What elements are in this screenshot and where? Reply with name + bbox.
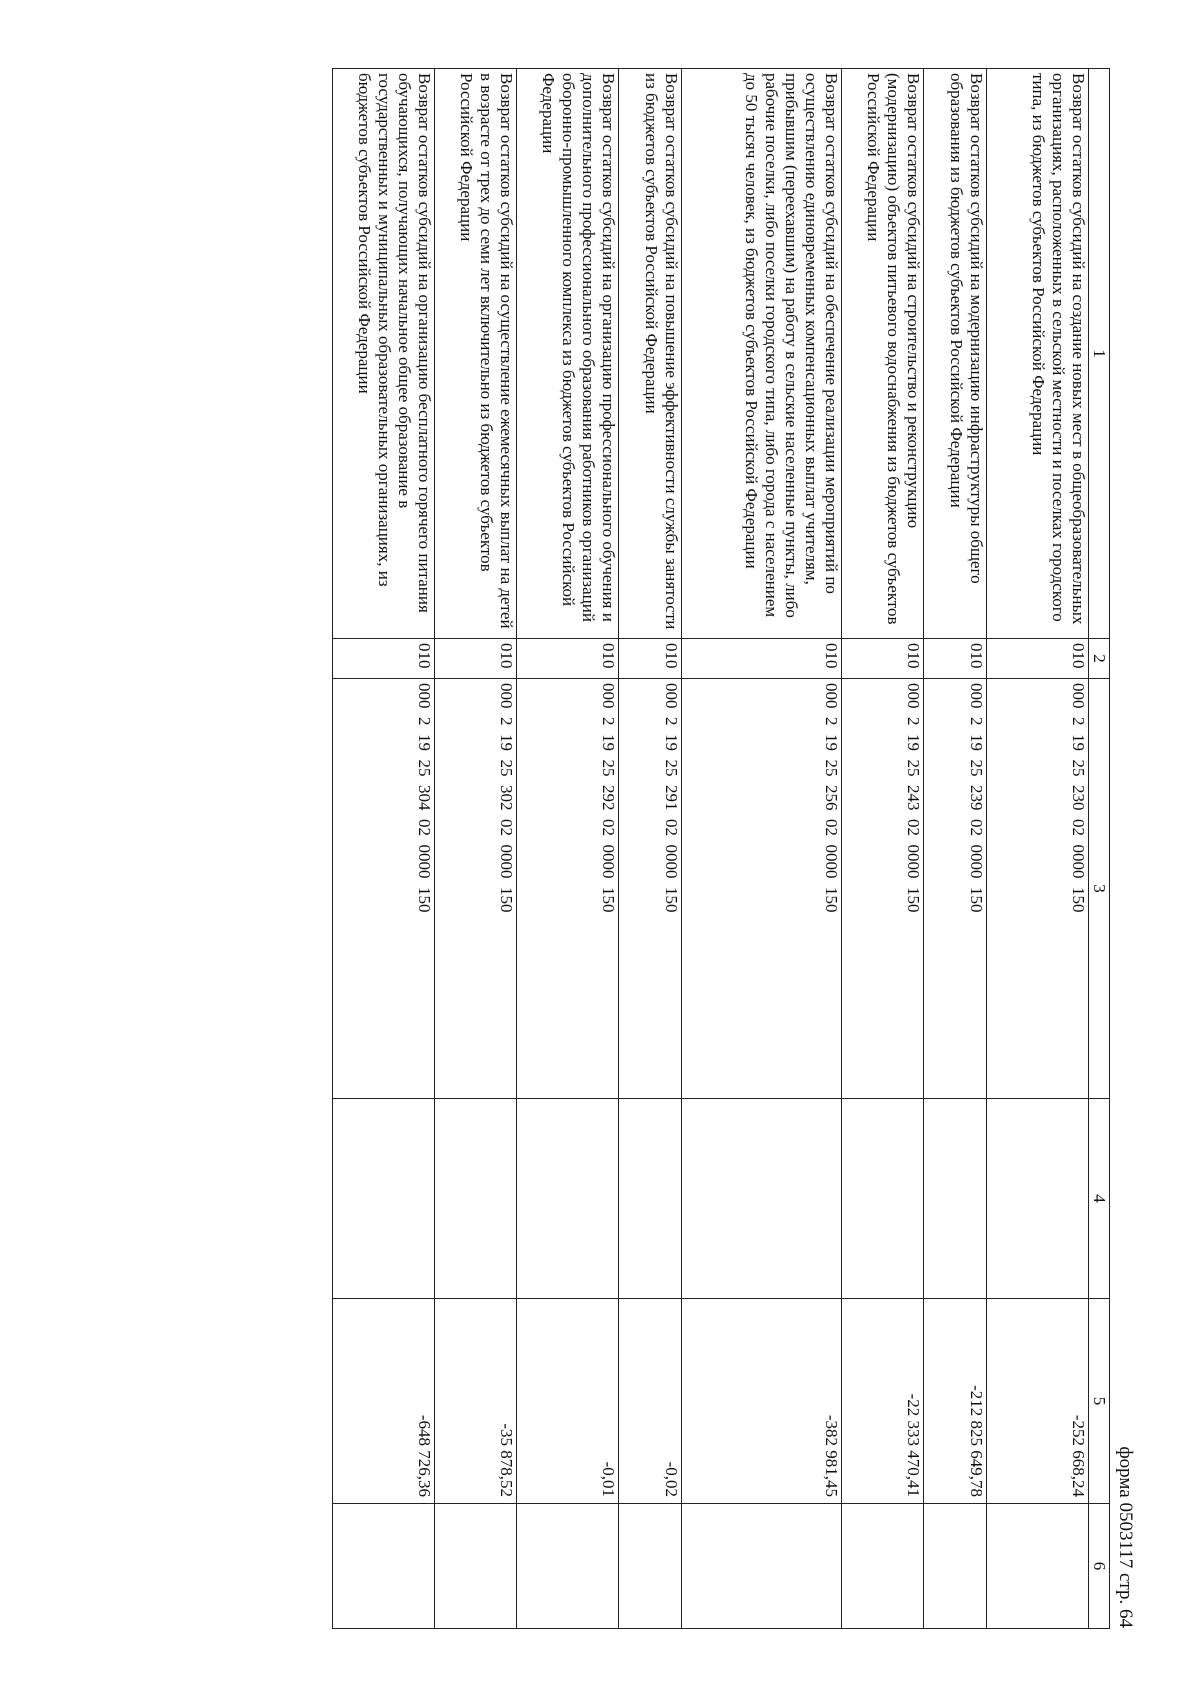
header-cell-6: 6 xyxy=(1089,1504,1110,1629)
row-name: Возврат остатков субсидий на создание новых мест в общеобразовательных организациях, расположенных в сельской местности и поселках городского типа, из бюджетов субъектов Российской Федерации xyxy=(987,69,1089,639)
row-col6-value xyxy=(333,1504,435,1629)
row-col5-value: -35 878,52 xyxy=(435,1299,517,1504)
row-name: Возврат остатков субсидий на повышение эффективности службы занятости из бюджетов субъектов Российской Федерации xyxy=(619,69,682,639)
row-line-code: 010 xyxy=(987,639,1089,679)
table-row xyxy=(924,69,987,1629)
row-line-code: 010 xyxy=(924,639,987,679)
table-row xyxy=(333,69,435,1629)
row-col6-value xyxy=(924,1504,987,1629)
row-col4-value xyxy=(517,1099,619,1299)
table-row xyxy=(842,69,924,1629)
row-col4-value xyxy=(842,1099,924,1299)
row-budget-code: 000 2 19 25 291 02 0000 150 xyxy=(619,679,682,1099)
row-col5-value: -22 333 470,41 xyxy=(842,1299,924,1504)
row-name: Возврат остатков субсидий на обеспечение реализации мероприятий по осуществлению единовременных компенсационных выплат учителям, прибывшим (переехавшим) на работу в сельские населенные пункты, либо рабочие поселки, либо поселки городского типа, либо города с населением до 50 тысяч человек, из бюджетов субъектов Российской Федерации xyxy=(682,69,842,639)
row-col6-value xyxy=(619,1504,682,1629)
row-col5-value: -212 825 649,78 xyxy=(924,1299,987,1504)
row-col4-value xyxy=(333,1099,435,1299)
row-budget-code: 000 2 19 25 292 02 0000 150 xyxy=(517,679,619,1099)
form-label: форма 0503117 стр. 64 xyxy=(1115,1446,1136,1628)
row-name: Возврат остатков субсидий на организацию профессионального обучения и дополнительного профессионального образования работников организаций оборонно-промышленного комплекса из бюджетов субъектов Российской Федерации xyxy=(517,69,619,639)
row-line-code: 010 xyxy=(682,639,842,679)
row-line-code: 010 xyxy=(517,639,619,679)
row-line-code: 010 xyxy=(435,639,517,679)
row-col6-value xyxy=(517,1504,619,1629)
row-budget-code: 000 2 19 25 304 02 0000 150 xyxy=(333,679,435,1099)
row-col4-value xyxy=(619,1099,682,1299)
table-row xyxy=(682,69,842,1629)
row-col5-value: -0,02 xyxy=(619,1299,682,1504)
rotated-page xyxy=(82,68,1140,1628)
row-line-code: 010 xyxy=(842,639,924,679)
row-name: Возврат остатков субсидий на модернизацию инфраструктуры общего образования из бюджетов субъектов Российской Федерации xyxy=(924,69,987,639)
row-col6-value xyxy=(842,1504,924,1629)
row-name: Возврат остатков субсидий на строительство и реконструкцию (модернизацию) объектов питьевого водоснабжения из бюджетов субъектов Российской Федерации xyxy=(842,69,924,639)
report-table xyxy=(332,68,1110,1629)
row-col5-value: -0,01 xyxy=(517,1299,619,1504)
row-name: Возврат остатков субсидий на организацию бесплатного горячего питания обучающихся, получающих начальное общее образование в государственных и муниципальных образовательных организациях, из бюджетов субъектов Российской Федерации xyxy=(333,69,435,639)
row-line-code: 010 xyxy=(619,639,682,679)
header-cell-3: 3 xyxy=(1089,679,1110,1099)
header-row xyxy=(1089,69,1110,1629)
row-budget-code: 000 2 19 25 230 02 0000 150 xyxy=(987,679,1089,1099)
row-col5-value: -382 981,45 xyxy=(682,1299,842,1504)
row-budget-code: 000 2 19 25 302 02 0000 150 xyxy=(435,679,517,1099)
table-row xyxy=(987,69,1089,1629)
header-cell-1: 1 xyxy=(1089,69,1110,639)
table-row xyxy=(435,69,517,1629)
table-row xyxy=(517,69,619,1629)
row-budget-code: 000 2 19 25 243 02 0000 150 xyxy=(842,679,924,1099)
row-col6-value xyxy=(435,1504,517,1629)
header-cell-5: 5 xyxy=(1089,1299,1110,1504)
row-col4-value xyxy=(435,1099,517,1299)
row-line-code: 010 xyxy=(333,639,435,679)
row-col4-value xyxy=(987,1099,1089,1299)
header-cell-2: 2 xyxy=(1089,639,1110,679)
row-col4-value xyxy=(682,1099,842,1299)
header-cell-4: 4 xyxy=(1089,1099,1110,1299)
table-row xyxy=(619,69,682,1629)
row-name: Возврат остатков субсидий на осуществление ежемесячных выплат на детей в возрасте от трех до семи лет включительно из бюджетов субъектов Российской Федерации xyxy=(435,69,517,639)
row-col6-value xyxy=(987,1504,1089,1629)
row-budget-code: 000 2 19 25 256 02 0000 150 xyxy=(682,679,842,1099)
row-col6-value xyxy=(682,1504,842,1629)
row-budget-code: 000 2 19 25 239 02 0000 150 xyxy=(924,679,987,1099)
row-col5-value: -252 668,24 xyxy=(987,1299,1089,1504)
row-col5-value: -648 726,36 xyxy=(333,1299,435,1504)
row-col4-value xyxy=(924,1099,987,1299)
